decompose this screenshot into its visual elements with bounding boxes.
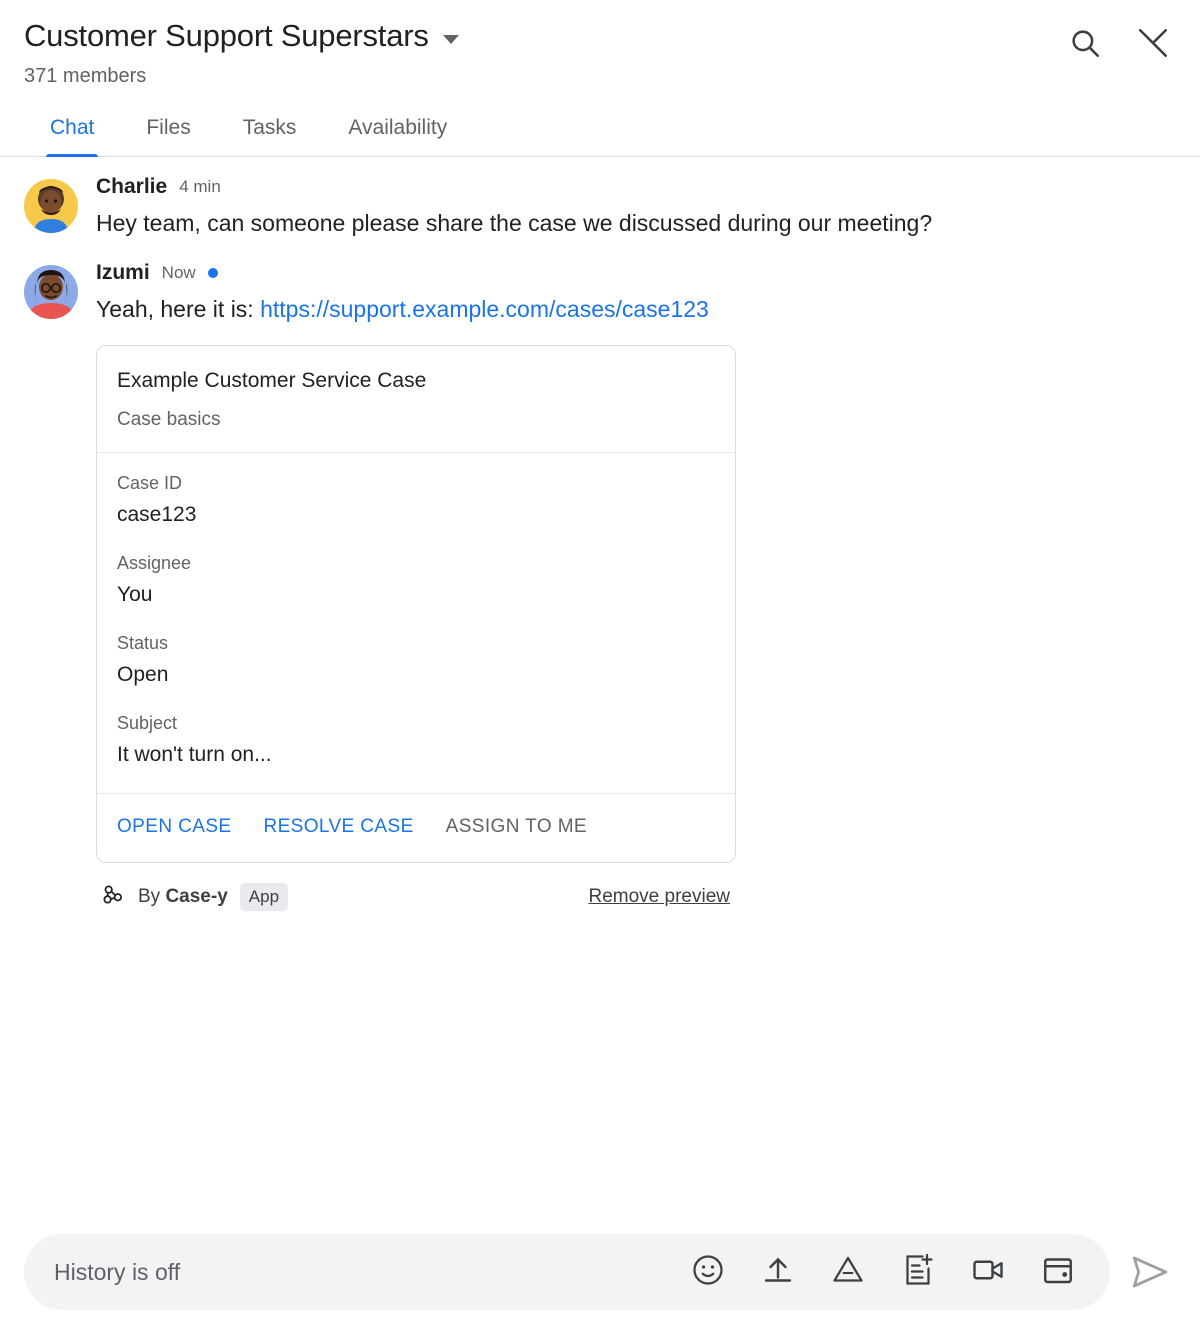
message-input[interactable] [24, 1234, 1110, 1310]
field-value: It won't turn on... [117, 743, 272, 766]
tab-files[interactable]: Files [146, 116, 191, 139]
tab-bar [0, 110, 1200, 157]
calendar-icon[interactable] [1040, 1252, 1076, 1293]
field-case-id [117, 471, 715, 529]
field-label: Status [117, 633, 169, 653]
assign-to-me-button[interactable]: ASSIGN TO ME [445, 816, 587, 837]
composer-icons [690, 1252, 1082, 1293]
tab-tasks[interactable]: Tasks [242, 116, 297, 139]
chevron-down-icon[interactable] [443, 35, 459, 44]
message-list [0, 157, 1200, 1212]
search-icon[interactable] [1068, 26, 1102, 65]
message-timestamp: 4 min [179, 177, 221, 196]
message-header [96, 175, 1176, 199]
card-actions [97, 793, 735, 862]
field-label: Subject [117, 713, 178, 733]
tab-availability[interactable]: Availability [348, 116, 448, 139]
composer-area [0, 1212, 1200, 1336]
message-header [96, 261, 1176, 285]
field-value: case123 [117, 503, 197, 526]
title-row [24, 18, 1176, 54]
field-status [117, 631, 715, 689]
message-timestamp: Now [161, 263, 196, 282]
attribution-text [138, 886, 228, 908]
message-item [24, 175, 1176, 243]
send-button[interactable] [1124, 1246, 1176, 1298]
docs-add-icon[interactable] [900, 1252, 936, 1293]
message-item [24, 261, 1176, 912]
message-body [96, 261, 1176, 912]
chat-header [0, 0, 1200, 88]
field-value: You [117, 583, 153, 606]
attribution-app-name: Case-y [165, 885, 228, 907]
collapse-icon[interactable] [1136, 26, 1170, 65]
field-label: Assignee [117, 553, 192, 573]
emoji-icon[interactable] [690, 1252, 726, 1293]
unread-dot-icon [208, 268, 218, 278]
composer-placeholder: History is off [54, 1258, 181, 1285]
attribution-left [100, 881, 288, 912]
header-actions [1068, 26, 1170, 65]
message-sender: Izumi [96, 261, 150, 284]
attribution-prefix: By [138, 885, 166, 907]
resolve-case-button[interactable]: RESOLVE CASE [263, 816, 414, 837]
webhook-icon [100, 881, 126, 912]
member-count: 371 members [24, 65, 147, 87]
avatar[interactable] [24, 265, 78, 319]
card-attribution [96, 881, 736, 912]
field-assignee [117, 551, 715, 609]
field-subject [117, 711, 715, 769]
case-preview-card [96, 345, 736, 863]
tab-chat[interactable]: Chat [24, 110, 120, 156]
case-link[interactable]: https://support.example.com/cases/case123 [260, 296, 709, 322]
card-fields [97, 453, 735, 793]
message-text [96, 289, 996, 329]
drive-icon[interactable] [830, 1252, 866, 1293]
card-header [97, 346, 735, 453]
message-text-prefix: Yeah, here it is: [96, 296, 261, 322]
message-body [96, 175, 1176, 243]
field-label: Case ID [117, 473, 183, 493]
remove-preview-link[interactable]: Remove preview [588, 885, 730, 907]
open-case-button[interactable]: OPEN CASE [117, 816, 232, 837]
video-call-icon[interactable] [970, 1252, 1006, 1293]
card-subtitle: Case basics [117, 409, 221, 430]
field-value: Open [117, 663, 169, 686]
page-title: Customer Support Superstars [24, 18, 429, 53]
card-title: Example Customer Service Case [117, 369, 427, 392]
message-sender: Charlie [96, 175, 168, 198]
app-badge: App [240, 883, 288, 911]
avatar[interactable] [24, 179, 78, 233]
message-text: Hey team, can someone please share the case we discussed during our meeting? [96, 210, 933, 236]
upload-icon[interactable] [760, 1252, 796, 1293]
